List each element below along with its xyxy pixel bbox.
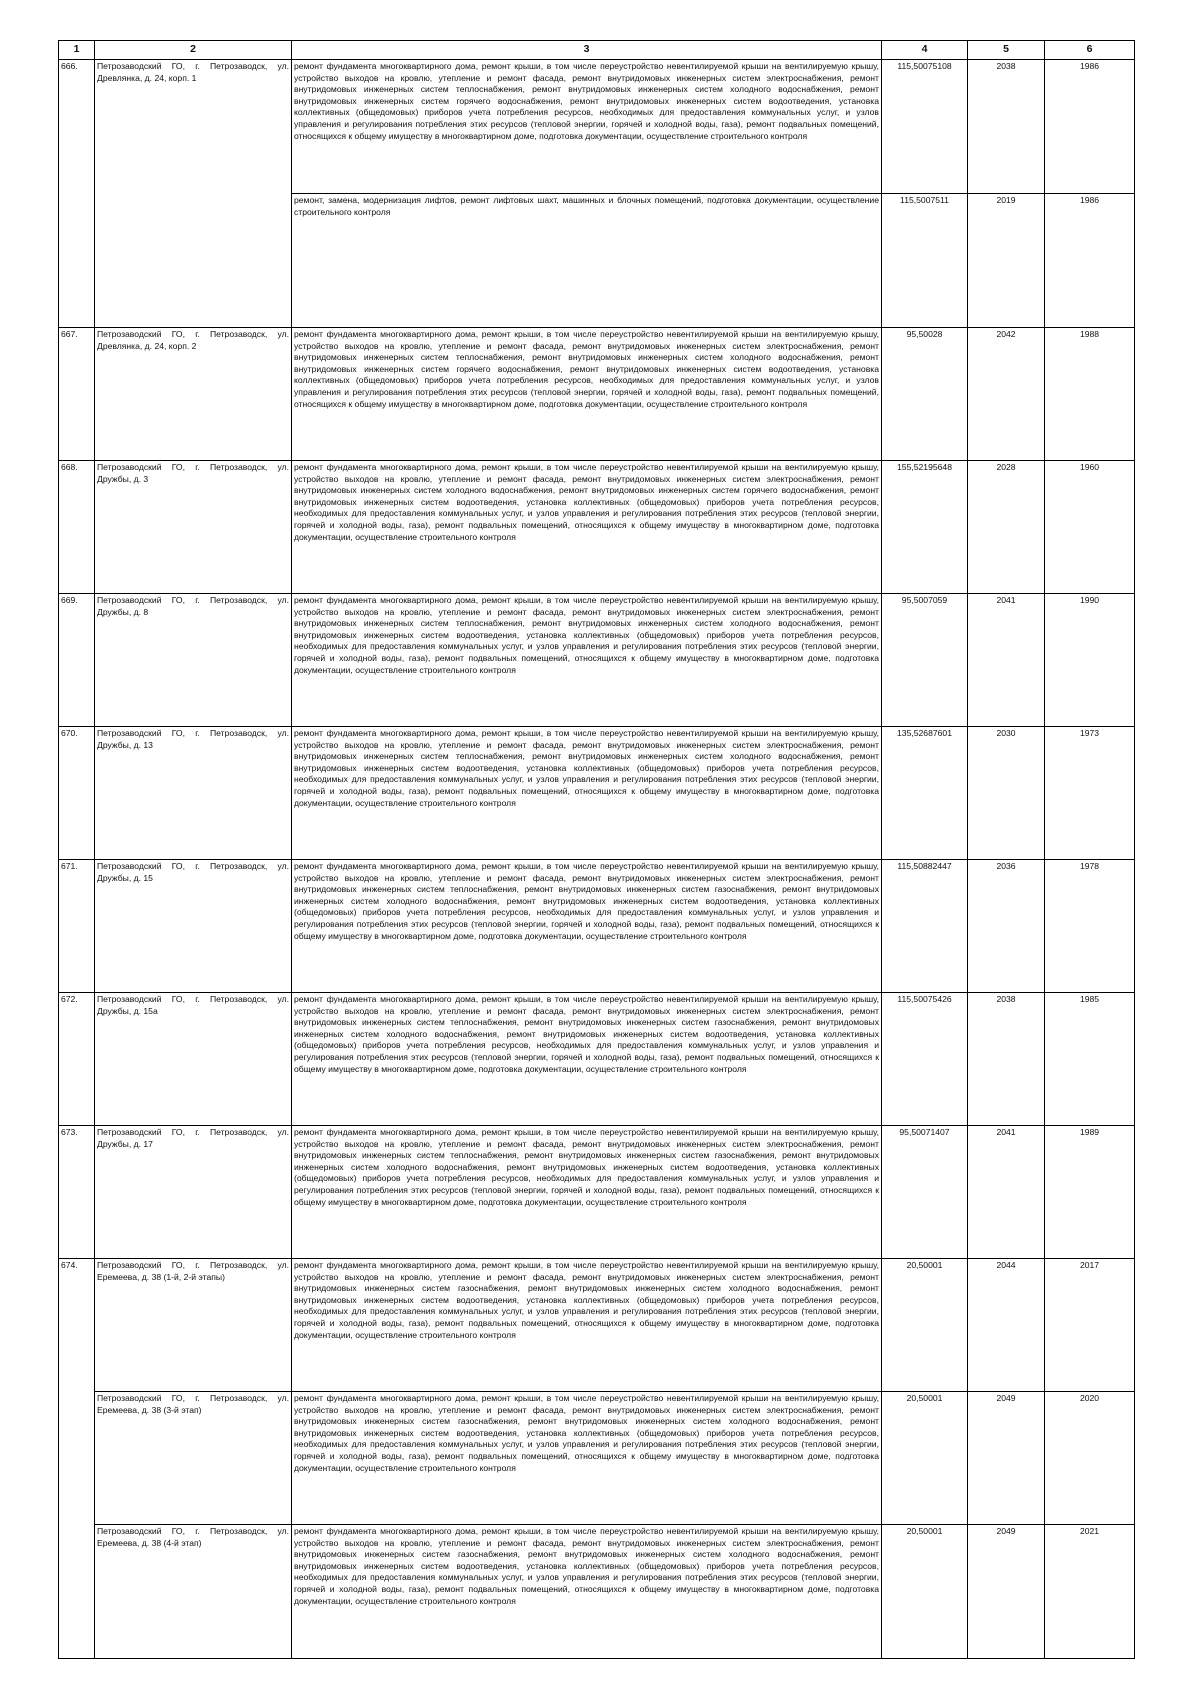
address-cell: Петрозаводский ГО, г. Петрозаводск, ул. Дружбы, д. 17 (95, 1126, 292, 1259)
works-cell: ремонт фундамента многоквартирного дома, ремонт крыши, в том числе переустройство невентилируемой крыши на вентилируемую крышу, устройство выходов на кровлю, утепление и ремонт фасада, ремонт внутридомовых инженерных систем электроснабжения, ремонт внутридомовых инженерных систем газоснабжения, ремонт внутридомовых инженерных систем холодного водоснабжения, ремонт внутридомовых инженерных систем водоотведения, установка коллективных (общедомовых) приборов учета потребления ресурсов, необходимых для предоставления коммунальных услуг, и узлов управления и регулирования потребления этих ресурсов (тепловой энергии, горячей и холодной воды, газа), ремонт подвальных помещений, относящихся к общему имуществу в многоквартирном доме, подготовка документации, осуществление строительного контроля (292, 1259, 882, 1392)
address-cell: Петрозаводский ГО, г. Петрозаводск, ул. Дружбы, д. 3 (95, 461, 292, 594)
cost-cell: 115,50075426 (882, 993, 968, 1126)
address-cell: Петрозаводский ГО, г. Петрозаводск, ул. Древлянка, д. 24, корп. 1 (95, 60, 292, 194)
row-number: 671. (59, 860, 95, 993)
address-cell: Петрозаводский ГО, г. Петрозаводск, ул. Дружбы, д. 15 (95, 860, 292, 993)
built-year-cell: 1985 (1045, 993, 1135, 1126)
row-number (59, 1525, 95, 1659)
row-number (59, 194, 95, 328)
cost-cell: 115,50075108 (882, 60, 968, 194)
row-number: 667. (59, 328, 95, 461)
col-header-6: 6 (1045, 41, 1135, 60)
table-row (59, 594, 1135, 727)
built-year-cell: 2017 (1045, 1259, 1135, 1392)
cost-cell: 95,50028 (882, 328, 968, 461)
cost-cell: 20,50001 (882, 1392, 968, 1525)
address-cell: Петрозаводский ГО, г. Петрозаводск, ул. Еремеева, д. 38 (4-й этап) (95, 1525, 292, 1659)
built-year-cell: 1988 (1045, 328, 1135, 461)
cost-cell: 95,5007059 (882, 594, 968, 727)
address-cell (95, 194, 292, 328)
year-cell: 2028 (968, 461, 1045, 594)
cost-cell: 20,50001 (882, 1259, 968, 1392)
works-cell: ремонт фундамента многоквартирного дома, ремонт крыши, в том числе переустройство невентилируемой крыши на вентилируемую крышу, устройство выходов на кровлю, утепление и ремонт фасада, ремонт внутридомовых инженерных систем электроснабжения, ремонт внутридомовых инженерных систем теплоснабжения, ремонт внутридомовых инженерных систем холодного водоснабжения, ремонт внутридомовых инженерных систем водоотведения, установка коллективных (общедомовых) приборов учета потребления ресурсов, необходимых для предоставления коммунальных услуг, и узлов управления и регулирования потребления этих ресурсов (тепловой энергии, горячей и холодной воды, газа), ремонт подвальных помещений, относящихся к общему имуществу в многоквартирном доме, подготовка документации, осуществление строительного контроля (292, 727, 882, 860)
table-row (59, 461, 1135, 594)
col-header-3: 3 (292, 41, 882, 60)
cost-cell: 115,50882447 (882, 860, 968, 993)
year-cell: 2019 (968, 194, 1045, 328)
address-cell: Петрозаводский ГО, г. Петрозаводск, ул. Древлянка, д. 24, корп. 2 (95, 328, 292, 461)
row-number: 674. (59, 1259, 95, 1392)
table-row (59, 328, 1135, 461)
year-cell: 2049 (968, 1525, 1045, 1659)
year-cell: 2044 (968, 1259, 1045, 1392)
col-header-4: 4 (882, 41, 968, 60)
year-cell: 2036 (968, 860, 1045, 993)
built-year-cell: 1973 (1045, 727, 1135, 860)
col-header-1: 1 (59, 41, 95, 60)
works-cell: ремонт фундамента многоквартирного дома, ремонт крыши, в том числе переустройство невентилируемой крыши на вентилируемую крышу, устройство выходов на кровлю, утепление и ремонт фасада, ремонт внутридомовых инженерных систем электроснабжения, ремонт внутридомовых инженерных систем теплоснабжения, ремонт внутридомовых инженерных систем газоснабжения, ремонт внутридомовых инженерных систем холодного водоснабжения, ремонт внутридомовых инженерных систем водоотведения, установка коллективных (общедомовых) приборов учета потребления ресурсов, необходимых для предоставления коммунальных услуг, и узлов управления и регулирования потребления этих ресурсов (тепловой энергии, горячей и холодной воды, газа), ремонт подвальных помещений, относящихся к общему имуществу в многоквартирном доме, подготовка документации, осуществление строительного контроля (292, 860, 882, 993)
works-cell: ремонт фундамента многоквартирного дома, ремонт крыши, в том числе переустройство невентилируемой крыши на вентилируемую крышу, устройство выходов на кровлю, утепление и ремонт фасада, ремонт внутридомовых инженерных систем электроснабжения, ремонт внутридомовых инженерных систем газоснабжения, ремонт внутридомовых инженерных систем холодного водоснабжения, ремонт внутридомовых инженерных систем водоотведения, установка коллективных (общедомовых) приборов учета потребления ресурсов, необходимых для предоставления коммунальных услуг, и узлов управления и регулирования потребления этих ресурсов (тепловой энергии, горячей и холодной воды, газа), ремонт подвальных помещений, относящихся к общему имуществу в многоквартирном доме, подготовка документации, осуществление строительного контроля (292, 1525, 882, 1659)
table-row (59, 60, 1135, 194)
year-cell: 2042 (968, 328, 1045, 461)
table-row (59, 194, 1135, 328)
table-row (59, 727, 1135, 860)
row-number: 673. (59, 1126, 95, 1259)
address-cell: Петрозаводский ГО, г. Петрозаводск, ул. Дружбы, д. 15а (95, 993, 292, 1126)
address-cell: Петрозаводский ГО, г. Петрозаводск, ул. Дружбы, д. 13 (95, 727, 292, 860)
works-cell: ремонт фундамента многоквартирного дома, ремонт крыши, в том числе переустройство невентилируемой крыши на вентилируемую крышу, устройство выходов на кровлю, утепление и ремонт фасада, ремонт внутридомовых инженерных систем электроснабжения, ремонт внутридомовых инженерных систем теплоснабжения, ремонт внутридомовых инженерных систем газоснабжения, ремонт внутридомовых инженерных систем холодного водоснабжения, ремонт внутридомовых инженерных систем водоотведения, установка коллективных (общедомовых) приборов учета потребления ресурсов, необходимых для предоставления коммунальных услуг, и узлов управления и регулирования потребления этих ресурсов (тепловой энергии, горячей и холодной воды, газа), ремонт подвальных помещений, относящихся к общему имуществу в многоквартирном доме, подготовка документации, осуществление строительного контроля (292, 993, 882, 1126)
table-row (59, 860, 1135, 993)
table-row (59, 1392, 1135, 1525)
table-row (59, 993, 1135, 1126)
col-header-5: 5 (968, 41, 1045, 60)
capital-repair-table (58, 40, 1135, 1659)
built-year-cell: 1978 (1045, 860, 1135, 993)
address-cell: Петрозаводский ГО, г. Петрозаводск, ул. Дружбы, д. 8 (95, 594, 292, 727)
row-number: 669. (59, 594, 95, 727)
works-cell: ремонт фундамента многоквартирного дома, ремонт крыши, в том числе переустройство невентилируемой крыши на вентилируемую крышу, устройство выходов на кровлю, утепление и ремонт фасада, ремонт внутридомовых инженерных систем электроснабжения, ремонт внутридомовых инженерных систем холодного водоснабжения, ремонт внутридомовых инженерных систем горячего водоснабжения, ремонт внутридомовых инженерных систем водоотведения, установка коллективных (общедомовых) приборов учета потребления ресурсов, необходимых для предоставления коммунальных услуг, и узлов управления и регулирования потребления этих ресурсов (тепловой энергии, горячей и холодной воды, газа), ремонт подвальных помещений, относящихся к общему имуществу в многоквартирном доме, подготовка документации, осуществление строительного контроля (292, 461, 882, 594)
works-cell: ремонт фундамента многоквартирного дома, ремонт крыши, в том числе переустройство невентилируемой крыши на вентилируемую крышу, устройство выходов на кровлю, утепление и ремонт фасада, ремонт внутридомовых инженерных систем электроснабжения, ремонт внутридомовых инженерных систем теплоснабжения, ремонт внутридомовых инженерных систем холодного водоснабжения, ремонт внутридомовых инженерных систем горячего водоснабжения, ремонт внутридомовых инженерных систем водоотведения, установка коллективных (общедомовых) приборов учета потребления ресурсов, необходимых для предоставления коммунальных услуг, и узлов управления и регулирования потребления этих ресурсов (тепловой энергии, горячей и холодной воды, газа), ремонт подвальных помещений, относящихся к общему имуществу в многоквартирном доме, подготовка документации, осуществление строительного контроля (292, 328, 882, 461)
table-row (59, 1525, 1135, 1659)
year-cell: 2049 (968, 1392, 1045, 1525)
address-cell: Петрозаводский ГО, г. Петрозаводск, ул. Еремеева, д. 38 (3-й этап) (95, 1392, 292, 1525)
row-number (59, 1392, 95, 1525)
year-cell: 2041 (968, 594, 1045, 727)
built-year-cell: 1986 (1045, 194, 1135, 328)
year-cell: 2038 (968, 993, 1045, 1126)
year-cell: 2041 (968, 1126, 1045, 1259)
built-year-cell: 1960 (1045, 461, 1135, 594)
table-row (59, 1126, 1135, 1259)
built-year-cell: 2021 (1045, 1525, 1135, 1659)
cost-cell: 115,5007511 (882, 194, 968, 328)
works-cell: ремонт, замена, модернизация лифтов, ремонт лифтовых шахт, машинных и блочных помещений, подготовка документации, осуществление строительного контроля (292, 194, 882, 328)
built-year-cell: 2020 (1045, 1392, 1135, 1525)
cost-cell: 95,50071407 (882, 1126, 968, 1259)
works-cell: ремонт фундамента многоквартирного дома, ремонт крыши, в том числе переустройство невентилируемой крыши на вентилируемую крышу, устройство выходов на кровлю, утепление и ремонт фасада, ремонт внутридомовых инженерных систем электроснабжения, ремонт внутридомовых инженерных систем теплоснабжения, ремонт внутридомовых инженерных систем холодного водоснабжения, ремонт внутридомовых инженерных систем горячего водоснабжения, ремонт внутридомовых инженерных систем водоотведения, установка коллективных (общедомовых) приборов учета потребления ресурсов, необходимых для предоставления коммунальных услуг, и узлов управления и регулирования потребления этих ресурсов (тепловой энергии, горячей и холодной воды, газа), ремонт подвальных помещений, относящихся к общему имуществу в многоквартирном доме, подготовка документации, осуществление строительного контроля (292, 60, 882, 194)
col-header-2: 2 (95, 41, 292, 60)
row-number: 672. (59, 993, 95, 1126)
table-row (59, 1259, 1135, 1392)
built-year-cell: 1989 (1045, 1126, 1135, 1259)
cost-cell: 155,52195648 (882, 461, 968, 594)
year-cell: 2030 (968, 727, 1045, 860)
row-number: 668. (59, 461, 95, 594)
built-year-cell: 1990 (1045, 594, 1135, 727)
works-cell: ремонт фундамента многоквартирного дома, ремонт крыши, в том числе переустройство невентилируемой крыши на вентилируемую крышу, устройство выходов на кровлю, утепление и ремонт фасада, ремонт внутридомовых инженерных систем электроснабжения, ремонт внутридомовых инженерных систем газоснабжения, ремонт внутридомовых инженерных систем холодного водоснабжения, ремонт внутридомовых инженерных систем водоотведения, установка коллективных (общедомовых) приборов учета потребления ресурсов, необходимых для предоставления коммунальных услуг, и узлов управления и регулирования потребления этих ресурсов (тепловой энергии, горячей и холодной воды, газа), ремонт подвальных помещений, относящихся к общему имуществу в многоквартирном доме, подготовка документации, осуществление строительного контроля (292, 1392, 882, 1525)
year-cell: 2038 (968, 60, 1045, 194)
address-cell: Петрозаводский ГО, г. Петрозаводск, ул. Еремеева, д. 38 (1-й, 2-й этапы) (95, 1259, 292, 1392)
works-cell: ремонт фундамента многоквартирного дома, ремонт крыши, в том числе переустройство невентилируемой крыши на вентилируемую крышу, устройство выходов на кровлю, утепление и ремонт фасада, ремонт внутридомовых инженерных систем электроснабжения, ремонт внутридомовых инженерных систем теплоснабжения, ремонт внутридомовых инженерных систем газоснабжения, ремонт внутридомовых инженерных систем холодного водоснабжения, ремонт внутридомовых инженерных систем водоотведения, установка коллективных (общедомовых) приборов учета потребления ресурсов, необходимых для предоставления коммунальных услуг, и узлов управления и регулирования потребления этих ресурсов (тепловой энергии, горячей и холодной воды, газа), ремонт подвальных помещений, относящихся к общему имуществу в многоквартирном доме, подготовка документации, осуществление строительного контроля (292, 1126, 882, 1259)
works-cell: ремонт фундамента многоквартирного дома, ремонт крыши, в том числе переустройство невентилируемой крыши на вентилируемую крышу, устройство выходов на кровлю, утепление и ремонт фасада, ремонт внутридомовых инженерных систем электроснабжения, ремонт внутридомовых инженерных систем теплоснабжения, ремонт внутридомовых инженерных систем холодного водоснабжения, ремонт внутридомовых инженерных систем водоотведения, установка коллективных (общедомовых) приборов учета потребления ресурсов, необходимых для предоставления коммунальных услуг, и узлов управления и регулирования потребления этих ресурсов (тепловой энергии, горячей и холодной воды, газа), ремонт подвальных помещений, относящихся к общему имуществу в многоквартирном доме, подготовка документации, осуществление строительного контроля (292, 594, 882, 727)
cost-cell: 20,50001 (882, 1525, 968, 1659)
row-number: 666. (59, 60, 95, 194)
built-year-cell: 1986 (1045, 60, 1135, 194)
row-number: 670. (59, 727, 95, 860)
cost-cell: 135,52687601 (882, 727, 968, 860)
header-row (59, 41, 1135, 60)
